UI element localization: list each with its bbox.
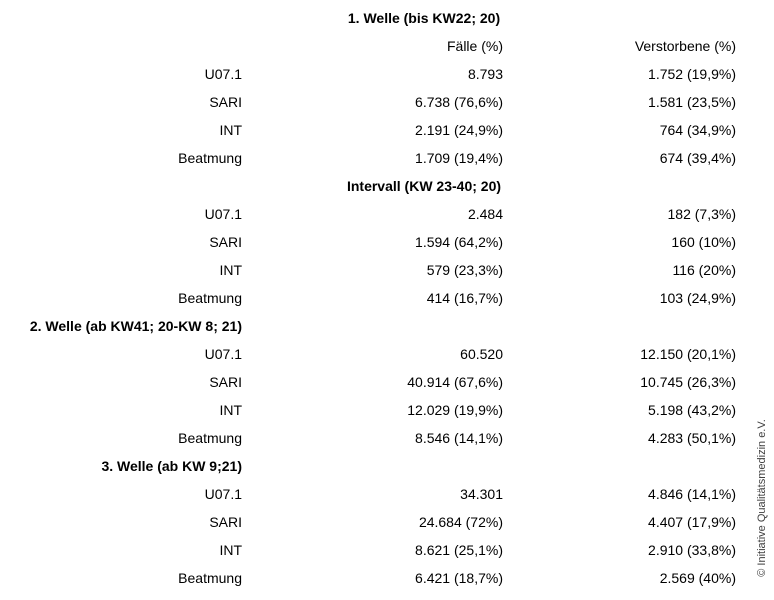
faelle-value: 414 (16,7%) [426, 290, 503, 306]
table-row [0, 228, 750, 256]
verstorbene-value: 674 (39,4%) [659, 150, 736, 166]
verstorbene-value: 4.283 (50,1%) [648, 430, 736, 446]
faelle-value: 579 (23,3%) [426, 262, 503, 278]
table-row [0, 284, 750, 312]
section-title: 2. Welle (ab KW41; 20-KW 8; 21) [29, 318, 242, 334]
faelle-value: 8.546 (14,1%) [415, 430, 503, 446]
row-label: INT [219, 542, 242, 558]
row-label: U07.1 [204, 486, 242, 502]
faelle-value: 34.301 [460, 486, 503, 502]
verstorbene-value: 1.752 (19,9%) [648, 66, 736, 82]
table-row [0, 508, 750, 536]
row-label: SARI [209, 374, 242, 390]
faelle-value: 8.793 [467, 66, 503, 82]
row-label: SARI [209, 234, 242, 250]
verstorbene-value: 4.407 (17,9%) [648, 514, 736, 530]
table-row [0, 368, 750, 396]
row-label: U07.1 [204, 66, 242, 82]
section-title-row [0, 452, 750, 480]
table-row [0, 256, 750, 284]
verstorbene-value: 12.150 (20,1%) [640, 346, 736, 362]
table-row [0, 480, 750, 508]
table-row [0, 60, 750, 88]
table-row [0, 144, 750, 172]
table-row [0, 200, 750, 228]
section-title-row [0, 4, 750, 32]
table-row [0, 396, 750, 424]
verstorbene-value: 103 (24,9%) [659, 290, 736, 306]
row-label: INT [219, 262, 242, 278]
row-label: Beatmung [178, 430, 242, 446]
verstorbene-value: 116 (20%) [672, 262, 736, 278]
row-label: INT [219, 122, 242, 138]
verstorbene-value: 5.198 (43,2%) [648, 402, 736, 418]
row-label: SARI [209, 94, 242, 110]
table-row [0, 536, 750, 564]
section-title: Intervall (KW 23-40; 20) [346, 178, 502, 194]
data-table [0, 4, 750, 592]
copyright-notice: © Initiative Qualitätsmedizin e.V. [756, 419, 768, 577]
table-row [0, 424, 750, 452]
faelle-value: 6.421 (18,7%) [415, 570, 503, 586]
column-header-faelle: Fälle (%) [446, 38, 503, 54]
faelle-value: 8.621 (25,1%) [415, 542, 503, 558]
faelle-value: 60.520 [460, 346, 503, 362]
faelle-value: 24.684 (72%) [418, 514, 503, 530]
column-header-verstorbene: Verstorbene (%) [634, 38, 736, 54]
row-label: Beatmung [178, 570, 242, 586]
verstorbene-value: 160 (10%) [671, 234, 736, 250]
section-title-row [0, 172, 750, 200]
table-row [0, 564, 750, 592]
row-label: Beatmung [178, 150, 242, 166]
faelle-value: 2.191 (24,9%) [415, 122, 503, 138]
row-label: U07.1 [204, 346, 242, 362]
verstorbene-value: 10.745 (26,3%) [640, 374, 736, 390]
row-label: SARI [209, 514, 242, 530]
section-title: 3. Welle (ab KW 9;21) [101, 458, 242, 474]
faelle-value: 12.029 (19,9%) [407, 402, 503, 418]
verstorbene-value: 2.569 (40%) [659, 570, 736, 586]
faelle-value: 1.594 (64,2%) [415, 234, 503, 250]
column-header-row [0, 32, 750, 60]
row-label: INT [219, 402, 242, 418]
faelle-value: 1.709 (19,4%) [415, 150, 503, 166]
table-row [0, 340, 750, 368]
faelle-value: 2.484 [467, 206, 503, 222]
verstorbene-value: 1.581 (23,5%) [648, 94, 736, 110]
table-row [0, 88, 750, 116]
verstorbene-value: 764 (34,9%) [659, 122, 736, 138]
faelle-value: 40.914 (67,6%) [407, 374, 503, 390]
section-title: 1. Welle (bis KW22; 20) [347, 10, 501, 26]
table-row [0, 116, 750, 144]
faelle-value: 6.738 (76,6%) [415, 94, 503, 110]
verstorbene-value: 182 (7,3%) [667, 206, 736, 222]
verstorbene-value: 4.846 (14,1%) [648, 486, 736, 502]
row-label: Beatmung [178, 290, 242, 306]
section-title-row [0, 312, 750, 340]
row-label: U07.1 [204, 206, 242, 222]
verstorbene-value: 2.910 (33,8%) [648, 542, 736, 558]
